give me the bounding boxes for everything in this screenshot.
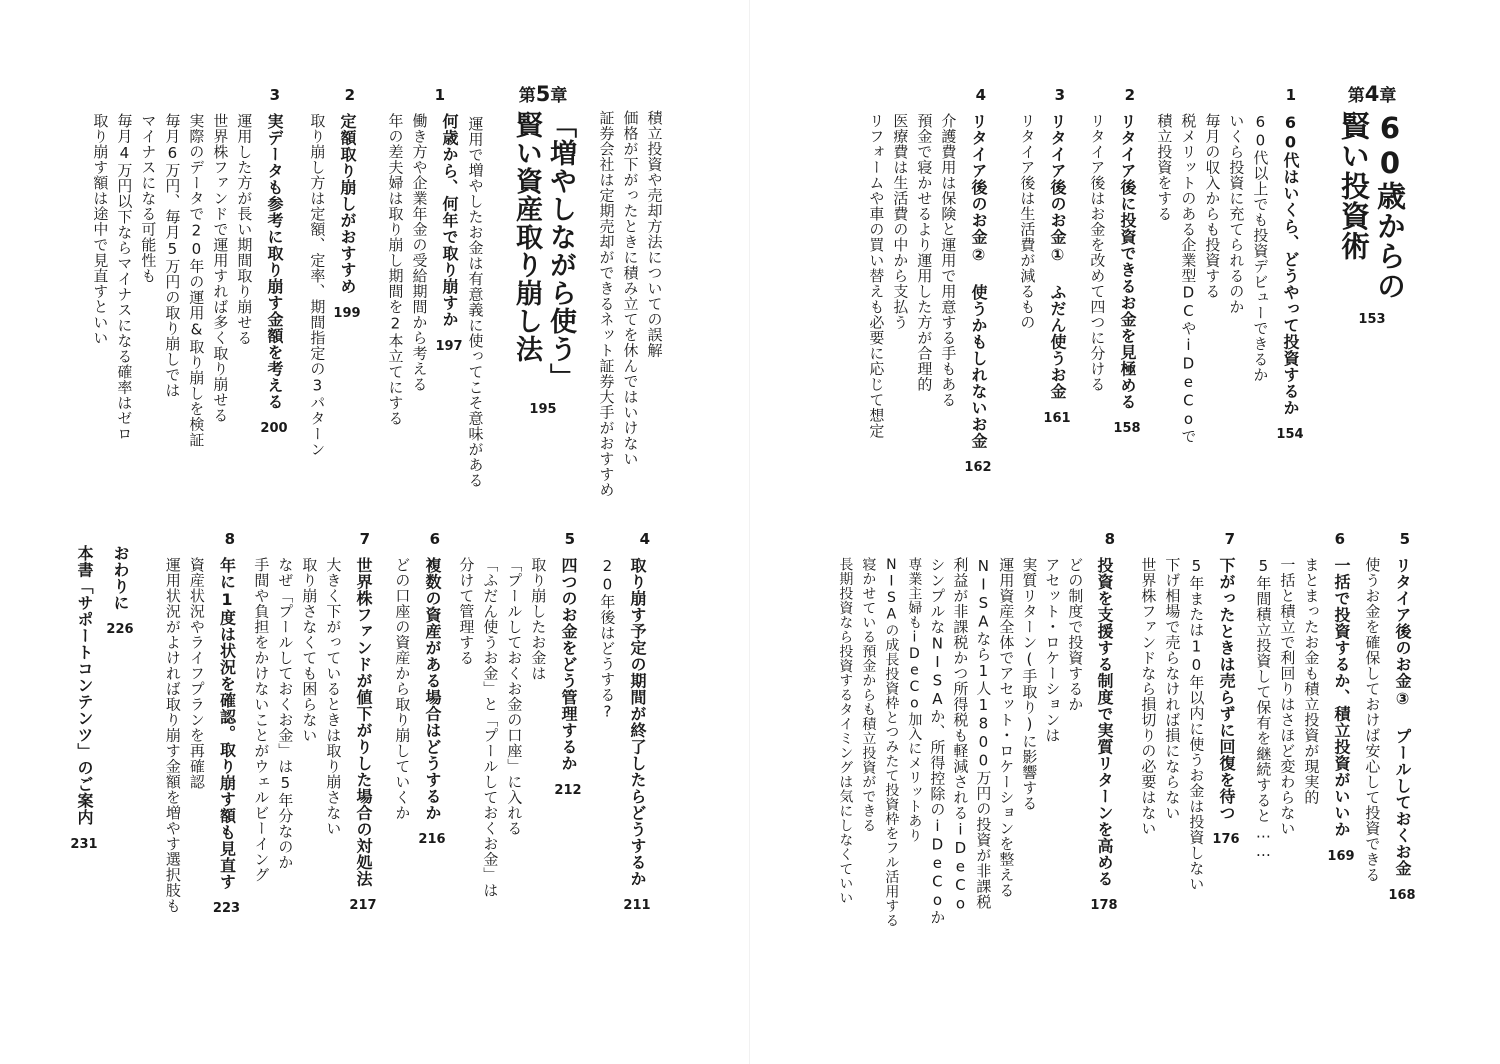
section-number: 3 <box>269 86 280 104</box>
preface-line: 証券会社は定期売却ができるネット証券大手がおすすめ <box>597 110 616 498</box>
section-page: 223 <box>212 901 241 916</box>
section-line: シンプルなNISAか、所得控除のiDeCoか <box>928 557 947 925</box>
section-heading: リタイア後のお金① ふだん使うお金 <box>1047 113 1067 400</box>
chapter5-intro-text: 運用で増やしたお金は有意義に使ってこそ意味がある <box>466 116 485 488</box>
section-line: 運用資産全体でアセット・ロケーションを整える <box>997 557 1016 898</box>
section-line: どの制度で投資するか <box>1066 557 1085 712</box>
toc-section <box>1150 88 1310 444</box>
section-line: 運用した方が長い期間取り崩せる <box>235 113 254 346</box>
toc-section <box>250 532 380 912</box>
section-heading: 取り崩す予定の期間が終了したらどうするか <box>627 557 647 887</box>
section-line: 運用状況がよければ取り崩す金額を増やす選択肢も <box>163 557 182 914</box>
toc-section <box>1360 532 1420 902</box>
section-page: 176 <box>1212 832 1240 847</box>
section-page: 216 <box>418 832 446 847</box>
preface-line: 価格が下がったときに積み立てを休んではいけない <box>621 110 640 467</box>
section-line: 60代以上でも投資デビューできるか <box>1251 113 1270 383</box>
section-page: 154 <box>1276 427 1304 442</box>
section-heading: 複数の資産がある場合はどうするか <box>422 557 442 821</box>
section-line: リタイア後はお金を改めて四つに分ける <box>1088 113 1107 392</box>
section-line: いくら投資に充てられるのか <box>1227 113 1246 315</box>
toc-section <box>860 88 1000 474</box>
section-line: 20年後はどうする? <box>598 557 617 721</box>
section-line: 「プールしておくお金の口座」に入れる <box>505 557 524 836</box>
section-number: 2 <box>344 86 355 104</box>
toc-section <box>386 86 463 426</box>
section-number: 5 <box>564 530 575 548</box>
section-page: 197 <box>435 338 463 354</box>
chapter5-title-line2: 賢い資産取り崩し法 <box>511 111 542 363</box>
toc-section <box>590 532 660 912</box>
closing-heading: おわりに <box>111 545 130 611</box>
section-line: 取り崩さなくても困らない <box>300 557 319 743</box>
section-number: 7 <box>1224 530 1235 548</box>
section-number: 7 <box>359 530 370 548</box>
closing-page: 226 <box>106 622 134 637</box>
section-line: 長期投資なら投資するタイミングは気にしなくていい <box>837 557 854 905</box>
chapter5-page: 195 <box>529 402 557 417</box>
section-line: 5年間積立投資して保有を継続すると…… <box>1254 557 1273 861</box>
section-line: 年の差夫婦は取り崩し期間を2本立てにする <box>386 113 405 426</box>
support-heading: 本書「サポートコンテンツ」のご案内 <box>75 545 94 826</box>
section-number: 6 <box>429 530 440 548</box>
section-number: 8 <box>1104 530 1115 548</box>
section-number: 4 <box>639 530 650 548</box>
section-page: 168 <box>1388 887 1416 903</box>
section-number: 1 <box>1285 86 1296 104</box>
section-heading: 世界株ファンドが値下がりした場合の対処法 <box>353 557 373 887</box>
preface-lines <box>595 110 665 498</box>
section-line: 取り崩したお金は <box>529 557 548 681</box>
section-line: 働き方や企業年金の受給期間から考える <box>410 113 429 392</box>
toc-section <box>1255 532 1355 863</box>
toc-section <box>830 532 1125 928</box>
chapter5-title-line1: 「増やしながら使う」 <box>545 111 576 391</box>
chapter4-label: 第4章 <box>1347 82 1397 106</box>
section-heading: 年に1度は状況を確認。取り崩す額も見直す <box>217 557 237 890</box>
preface-line: 積立投資や売却方法についての誤解 <box>645 110 664 358</box>
page-gutter <box>749 0 750 1064</box>
chapter4-title-line1: 60歳からの <box>1373 111 1407 301</box>
section-heading: 下がったときは売らずに回復を待つ <box>1216 557 1236 821</box>
section-line: 資産状況やライフプランを再確認 <box>187 557 206 790</box>
section-line: アセット・ロケーションは <box>1043 557 1062 743</box>
section-number: 8 <box>224 530 235 548</box>
section-number: 1 <box>434 86 445 104</box>
section-page: 217 <box>349 898 377 913</box>
section-line: 手間や負担をかけないことがウェルビーイング <box>252 557 271 883</box>
section-heading: 定額取り崩しがおすすめ <box>337 113 357 295</box>
section-line: リフォームや車の買い替えも必要に応じて想定 <box>867 113 886 439</box>
section-line: マイナスになる可能性も <box>139 113 158 284</box>
section-line: 税メリットのある企業型DCやiDeCoで <box>1179 113 1198 444</box>
section-line: 世界株ファンドなら損切りの必要はない <box>1139 557 1158 836</box>
toc-section <box>90 88 290 448</box>
section-line: 下げ相場で売らなければ損にならない <box>1163 557 1182 821</box>
toc-section <box>1135 532 1245 892</box>
section-page: 199 <box>333 305 361 321</box>
support-page: 231 <box>70 836 98 852</box>
section-page: 212 <box>554 782 582 798</box>
chapter4-header <box>1336 82 1408 327</box>
section-page: 178 <box>1090 898 1118 913</box>
section-line: 使うお金を確保しておけば安心して投資できる <box>1363 557 1382 883</box>
chapter5-intro <box>460 116 490 488</box>
section-line: 取り崩す額は途中で見直すといい <box>91 113 110 346</box>
section-line: 大きく下がっているときは取り崩さない <box>324 557 343 836</box>
chapter4-page: 153 <box>1358 312 1386 327</box>
section-line: 預金で寝かせるより運用した方が合理的 <box>915 113 934 392</box>
section-page: 162 <box>964 460 992 475</box>
section-heading: 四つのお金をどう管理するか <box>558 557 578 772</box>
chapter4-title-line2: 賢い投資術 <box>1337 111 1371 261</box>
section-line: 分けて管理する <box>457 557 476 666</box>
section-heading: 何歳から、何年で取り崩すか <box>440 113 459 328</box>
section-heading: 一括で投資するか、積立投資がいいか <box>1331 557 1351 838</box>
section-page: 200 <box>260 421 288 436</box>
section-line: どの口座の資産から取り崩していくか <box>393 557 412 821</box>
section-page: 161 <box>1043 410 1071 426</box>
section-number: 3 <box>1054 86 1065 104</box>
section-line: なぜ「プールしておくお金」は5年分なのか <box>276 557 295 870</box>
section-line: NISAの成長投資枠とつみたて投資枠をフル活用する <box>883 557 900 928</box>
chapter5-label: 第5章 <box>518 82 568 106</box>
section-line: 「ふだん使うお金」と「プールしておくお金」は <box>481 557 500 898</box>
toc-section <box>160 532 245 915</box>
section-page: 158 <box>1113 421 1141 436</box>
section-line: 毎月6万円、毎月5万円の取り崩しでは <box>163 113 182 398</box>
section-number: 5 <box>1399 530 1410 548</box>
section-line: 医療費は生活費の中から支払う <box>891 113 910 330</box>
section-line: 5年または10年以内に使うお金は投資しない <box>1187 557 1206 892</box>
toc-section <box>1085 88 1145 435</box>
section-heading: 投資を支援する制度で実質リターンを高める <box>1094 557 1114 887</box>
support-entry <box>64 545 104 851</box>
section-line: リタイア後は生活費が減るもの <box>1018 113 1037 330</box>
section-line: 介護費用は保険と運用で用意する手もある <box>939 113 958 408</box>
toc-section <box>455 532 585 898</box>
section-line: 積立投資をする <box>1155 113 1174 222</box>
section-line: NISAなら1人1800万円の投資が非課税 <box>974 557 993 910</box>
section-line: まとまったお金も積立投資が現実的 <box>1302 557 1321 805</box>
section-line: 世界株ファンドで運用すれば多く取り崩せる <box>211 113 230 423</box>
section-line: 一括と積立で利回りはさほど変わらない <box>1278 557 1297 836</box>
toc-section <box>305 88 365 457</box>
section-number: 4 <box>975 86 986 104</box>
section-heading: 60代はいくら、どうやって投資するか <box>1280 113 1300 416</box>
section-line: 専業主婦もiDeCo加入にメリットあり <box>906 557 923 843</box>
section-page: 211 <box>623 898 651 913</box>
section-heading: リタイア後のお金② 使うかもしれないお金 <box>968 113 988 449</box>
section-number: 2 <box>1124 86 1135 104</box>
section-line: 寝かせている預金からも積立投資ができる <box>860 557 877 833</box>
section-number: 6 <box>1334 530 1345 548</box>
section-line: 毎月4万円以下ならマイナスになる確率はゼロ <box>115 113 134 442</box>
section-line: 実質リターン(手取り)に影響する <box>1020 557 1039 811</box>
chapter5-header <box>505 82 581 417</box>
toc-section <box>390 532 450 846</box>
section-line: 利益が非課税かつ所得税も軽減されるiDeCo <box>951 557 970 913</box>
section-page: 169 <box>1327 848 1355 864</box>
section-line: 毎月の収入からも投資する <box>1203 113 1222 299</box>
section-heading: リタイア後のお金③ プールしておくお金 <box>1392 557 1412 877</box>
toc-section <box>1015 88 1075 425</box>
closing-entry <box>100 545 140 636</box>
section-line: 実際のデータで20年の運用&取り崩しを検証 <box>187 113 206 448</box>
section-heading: 実データも参考に取り崩す金額を考える <box>264 113 284 410</box>
section-line: 取り崩し方は定額、定率、期間指定の3パターン <box>308 113 327 457</box>
section-heading: リタイア後に投資できるお金を見極める <box>1117 113 1137 410</box>
